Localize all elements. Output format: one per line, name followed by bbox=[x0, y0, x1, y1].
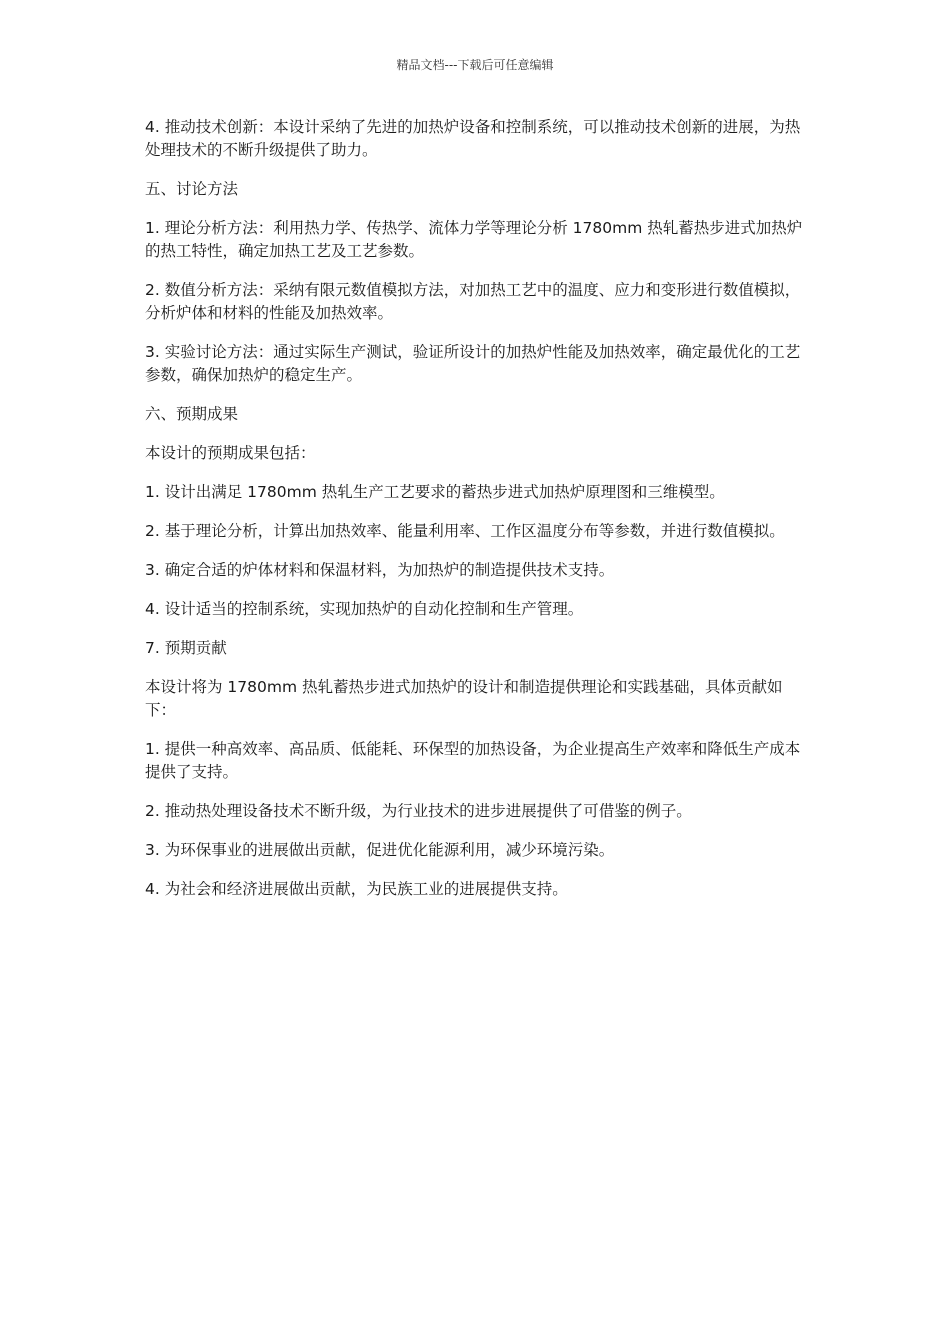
paragraph-result-1: 1. 设计出满足 1780mm 热轧生产工艺要求的蓄热步进式加热炉原理图和三维模型。 bbox=[145, 483, 725, 501]
page-header: 精品文档---下载后可任意编辑 bbox=[396, 58, 554, 72]
paragraph-contribution-4: 4. 为社会和经济进展做出贡献，为民族工业的进展提供支持。 bbox=[145, 880, 568, 898]
section-heading-contribution: 7. 预期贡献 bbox=[145, 639, 227, 657]
paragraph-numerical-method: 2. 数值分析方法：采纳有限元数值模拟方法，对加热工艺中的温度、应力和变形进行数值模拟，分析炉体和材料的性能及加热效率。 bbox=[145, 281, 801, 322]
paragraph-theory-method: 1. 理论分析方法：利用热力学、传热学、流体力学等理论分析 1780mm 热轧蓄热步进式加热炉的热工特性，确定加热工艺及工艺参数。 bbox=[145, 219, 803, 260]
paragraph-contribution-1: 1. 提供一种高效率、高品质、低能耗、环保型的加热设备，为企业提高生产效率和降低生产成本提供了支持。 bbox=[145, 740, 801, 781]
paragraph-innovation: 4. 推动技术创新：本设计采纳了先进的加热炉设备和控制系统，可以推动技术创新的进展，为热处理技术的不断升级提供了助力。 bbox=[145, 118, 801, 159]
paragraph-result-2: 2. 基于理论分析，计算出加热效率、能量利用率、工作区温度分布等参数，并进行数值模拟。 bbox=[145, 522, 785, 540]
document-body bbox=[145, 116, 805, 917]
paragraph-result-3: 3. 确定合适的炉体材料和保温材料，为加热炉的制造提供技术支持。 bbox=[145, 561, 615, 579]
section-heading-methods: 五、讨论方法 bbox=[145, 180, 239, 198]
section-heading-results: 六、预期成果 bbox=[145, 405, 239, 423]
paragraph-contribution-2: 2. 推动热处理设备技术不断升级，为行业技术的进步进展提供了可借鉴的例子。 bbox=[145, 802, 692, 820]
paragraph-results-intro: 本设计的预期成果包括： bbox=[145, 444, 316, 462]
paragraph-result-4: 4. 设计适当的控制系统，实现加热炉的自动化控制和生产管理。 bbox=[145, 600, 584, 618]
paragraph-contribution-intro: 本设计将为 1780mm 热轧蓄热步进式加热炉的设计和制造提供理论和实践基础，具体贡献如下： bbox=[145, 678, 783, 719]
paragraph-experiment-method: 3. 实验讨论方法：通过实际生产测试，验证所设计的加热炉性能及加热效率，确定最优化的工艺参数，确保加热炉的稳定生产。 bbox=[145, 343, 801, 384]
paragraph-contribution-3: 3. 为环保事业的进展做出贡献，促进优化能源利用，减少环境污染。 bbox=[145, 841, 615, 859]
